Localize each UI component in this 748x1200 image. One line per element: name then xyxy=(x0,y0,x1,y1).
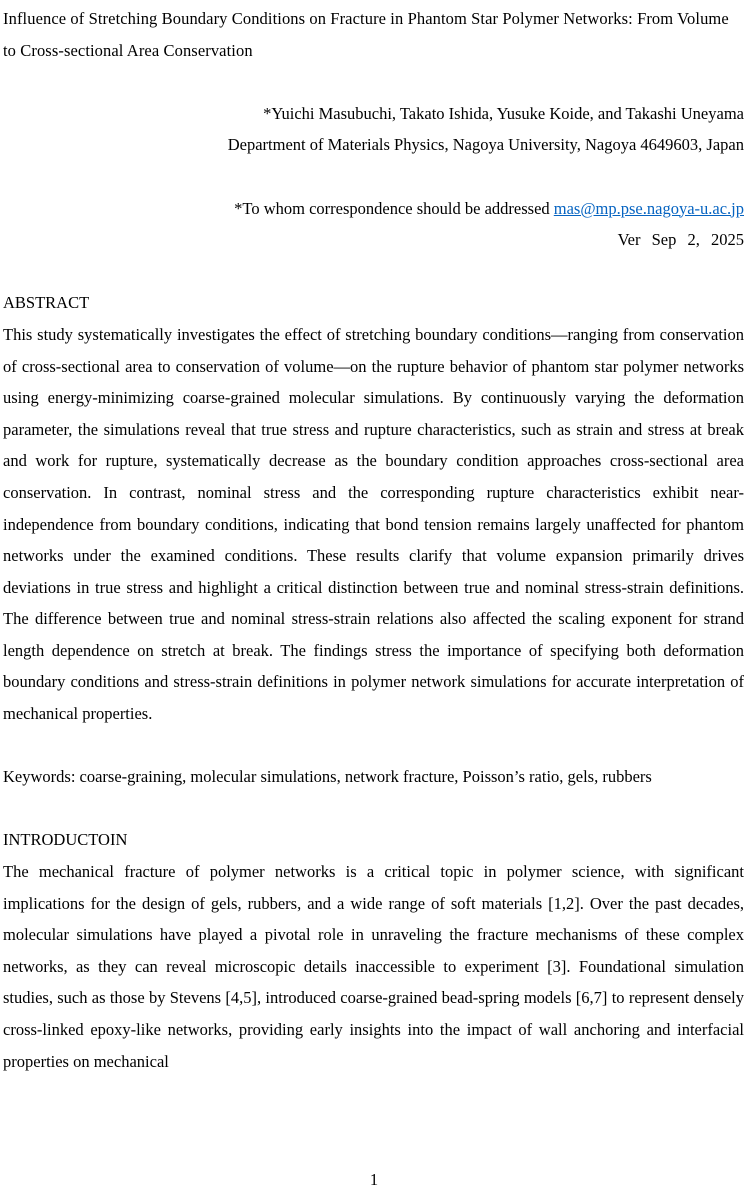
correspondence-line xyxy=(3,193,744,225)
introduction-heading: INTRODUCTOIN xyxy=(3,830,128,850)
page-number: 1 xyxy=(369,1170,379,1190)
abstract-heading: ABSTRACT xyxy=(3,293,90,313)
correspondence-text: *To whom correspondence should be addressed xyxy=(234,198,554,218)
keywords-line: Keywords: coarse-graining, molecular simulations, network fracture, Poisson’s ratio, gels, rubbers xyxy=(3,767,652,787)
version-line: Ver Sep 2, 2025 xyxy=(617,230,744,250)
abstract-body: This study systematically investigates the effect of stretching boundary conditions—ranging from conservation of cross-sectional area to conservation of volume—on the rupture behavior of phantom star polymer networks using energy-minimizing coarse-grained molecular simulations. By continuously varying the deformation parameter, the simulations reveal that true stress and rupture characteristics, such as strain and stress at break and work for rupture, systematically decrease as the boundary condition approaches cross-sectional area conservation. In contrast, nominal stress and the corresponding rupture characteristics exhibit near-independence from boundary conditions, indicating that bond tension remains largely unaffected for phantom networks under the examined conditions. These results clarify that volume expansion primarily drives deviations in true stress and highlight a critical distinction between true and nominal stress-strain definitions. The difference between true and nominal stress-strain relations also affected the scaling exponent for strand length dependence on stretch at break. The findings stress the importance of specifying both deformation boundary conditions and stress-strain definitions in polymer network simulations for accurate interpretation of mechanical properties. xyxy=(3,324,744,724)
affiliation-line: Department of Materials Physics, Nagoya University, Nagoya 4649603, Japan xyxy=(227,135,744,155)
paper-title: Influence of Stretching Boundary Conditions on Fracture in Phantom Star Polymer Networks: From Volume to Cross-sectional Area Conservation xyxy=(3,9,729,60)
introduction-body: The mechanical fracture of polymer networks is a critical topic in polymer science, with significant implications for the design of gels, rubbers, and a wide range of soft materials [1,2]. Over the past decades, molecular simulations have played a pivotal role in unraveling the fracture mechanisms of these complex networks, as they can reveal microscopic details inaccessible to experiment [3]. Foundational simulation studies, such as those by Stevens [4,5], introduced coarse-grained bead-spring models [6,7] to represent densely cross-linked epoxy-like networks, providing early insights into the impact of wall anchoring and interfacial properties on mechanical xyxy=(3,862,744,1071)
authors-line: *Yuichi Masubuchi, Takato Ishida, Yusuke Koide, and Takashi Uneyama xyxy=(263,103,744,123)
correspondence-email-link[interactable]: mas@mp.pse.nagoya-u.ac.jp xyxy=(553,198,744,218)
